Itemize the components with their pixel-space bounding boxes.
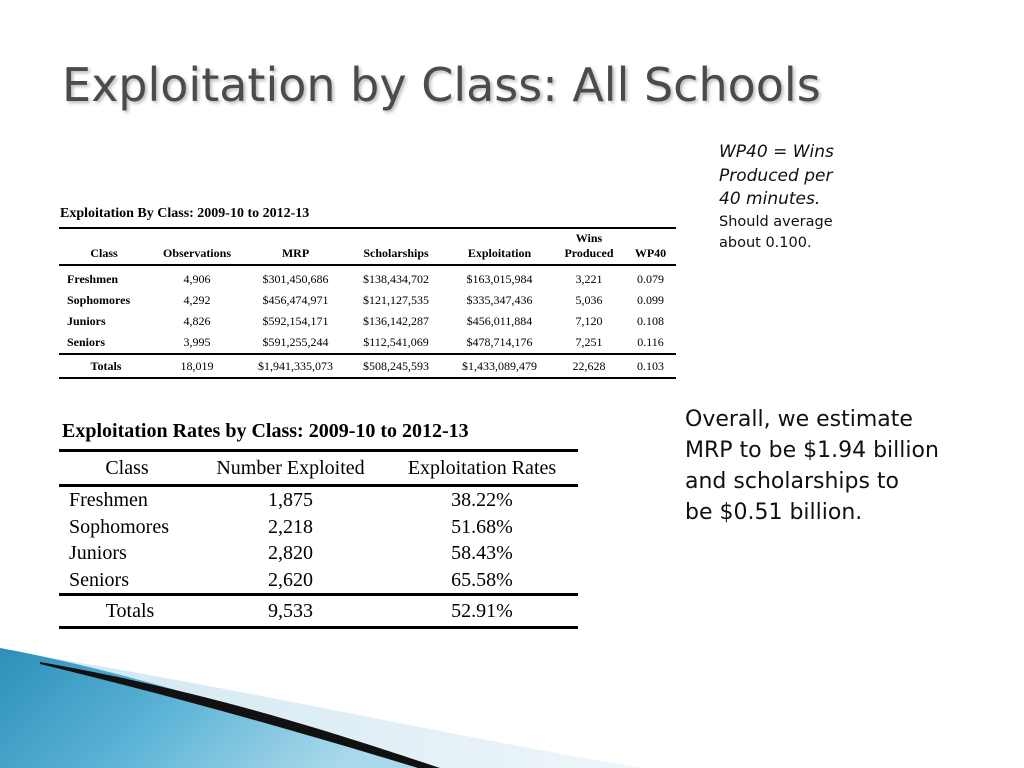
table2-cell: 52.91%	[451, 600, 513, 622]
table2-cell: Totals	[105, 600, 155, 622]
table1-header-row	[59, 228, 676, 265]
table1-cell: $1,433,089,479	[462, 359, 537, 373]
table2-cell: Juniors	[69, 542, 127, 564]
table2-cell: Sophomores	[69, 515, 169, 538]
table1-header-cell: Class	[90, 246, 118, 260]
table2-caption: Exploitation Rates by Class: 2009-10 to 2012-13	[62, 420, 469, 442]
table1-cell: $592,154,171	[262, 314, 329, 328]
table1-caption: Exploitation By Class: 2009-10 to 2012-13	[60, 206, 310, 221]
table2-cell: 2,218	[268, 515, 313, 538]
decor-dark-stroke	[40, 662, 440, 768]
table1-cell: $1,941,335,073	[258, 359, 333, 373]
table1-header-cell: Scholarships	[363, 246, 429, 260]
table1-cell: Seniors	[67, 335, 106, 349]
table1-cell: $136,142,287	[363, 314, 429, 328]
table2-header-cell: Number Exploited	[216, 457, 365, 479]
table1-header-cell: WP40	[634, 246, 667, 260]
table1-cell: $301,450,686	[262, 272, 329, 286]
table-row	[59, 332, 676, 354]
table-row	[59, 540, 578, 567]
table1-cell: Totals	[90, 359, 122, 373]
table2-cell: Seniors	[69, 568, 129, 591]
table2-cell: 51.68%	[451, 515, 513, 538]
table2-cell: 9,533	[268, 600, 313, 622]
table1-cell: $456,011,884	[466, 314, 533, 328]
wp40-note	[719, 141, 879, 254]
exploitation-by-class-table	[59, 227, 676, 379]
table1-cell: $508,245,593	[363, 359, 429, 373]
table2-cell: 65.58%	[451, 568, 513, 591]
table2-cell: Freshmen	[69, 489, 148, 511]
decor-light-band	[0, 650, 640, 768]
table2-header-cell: Exploitation Rates	[407, 457, 557, 479]
table1-cell: $112,541,069	[363, 335, 429, 349]
decor-blue-wedge	[0, 648, 420, 768]
table2-cell: 1,875	[268, 489, 313, 511]
table1-cell: 3,995	[183, 335, 211, 349]
table1-cell: 0.103	[637, 359, 664, 373]
table2-cell: 2,820	[268, 542, 313, 564]
table-row	[59, 265, 676, 290]
wp40-average-note: Should average about 0.100.	[719, 213, 833, 251]
table1-cell: Freshmen	[67, 272, 119, 286]
slide-title: Exploitation by Class: All Schools	[62, 58, 821, 112]
table1-totals-row	[59, 354, 676, 378]
table1-header-cell: Exploitation	[467, 246, 532, 260]
wp40-definition: WP40 = Wins Produced per 40 minutes.	[719, 142, 834, 209]
table2-cell: 2,620	[268, 568, 313, 591]
table1-header-cell: MRP	[281, 246, 310, 260]
table-row	[59, 567, 578, 595]
table1-cell: 4,292	[183, 293, 211, 307]
table2-totals-row	[59, 595, 578, 628]
table1-cell: 3,221	[575, 272, 603, 286]
table1-cell: 4,906	[183, 272, 211, 286]
table1-cell: 4,826	[183, 314, 211, 328]
table1-header-cell: Observations	[162, 246, 231, 260]
table1-cell: 18,019	[180, 359, 214, 373]
table1-cell: $138,434,702	[363, 272, 429, 286]
table1-cell: 5,036	[575, 293, 603, 307]
table-row	[59, 311, 676, 332]
table-row	[59, 290, 676, 311]
table1-cell: 0.099	[637, 293, 664, 307]
table1-cell: Sophomores	[67, 293, 131, 307]
table1-cell: 0.079	[637, 272, 664, 286]
table2-header-cell: Class	[105, 457, 149, 479]
table1-cell: $335,347,436	[466, 293, 533, 307]
table1-cell: Juniors	[67, 314, 106, 328]
table1-cell: $456,474,971	[262, 293, 329, 307]
table1-cell: $591,255,244	[262, 335, 329, 349]
table1-cell: 22,628	[572, 359, 606, 373]
table1-cell: $163,015,984	[466, 272, 533, 286]
overall-estimate-note: Overall, we estimate MRP to be $1.94 billion and scholarships to be $0.51 billion.	[685, 407, 939, 525]
table2-cell: 38.22%	[451, 489, 513, 511]
table1-header-cell: Wins Produced	[564, 231, 614, 260]
table2-cell: 58.43%	[451, 542, 513, 564]
table1-cell: 7,251	[575, 335, 603, 349]
table1-cell: 0.108	[637, 314, 664, 328]
table1-cell: $478,714,176	[466, 335, 533, 349]
exploitation-rates-table	[59, 449, 578, 629]
table-row	[59, 514, 578, 541]
table1-cell: 0.116	[637, 335, 664, 349]
table1-cell: 7,120	[575, 314, 603, 328]
table2-header-row	[59, 451, 578, 486]
table-row	[59, 486, 578, 514]
table1-cell: $121,127,535	[363, 293, 429, 307]
